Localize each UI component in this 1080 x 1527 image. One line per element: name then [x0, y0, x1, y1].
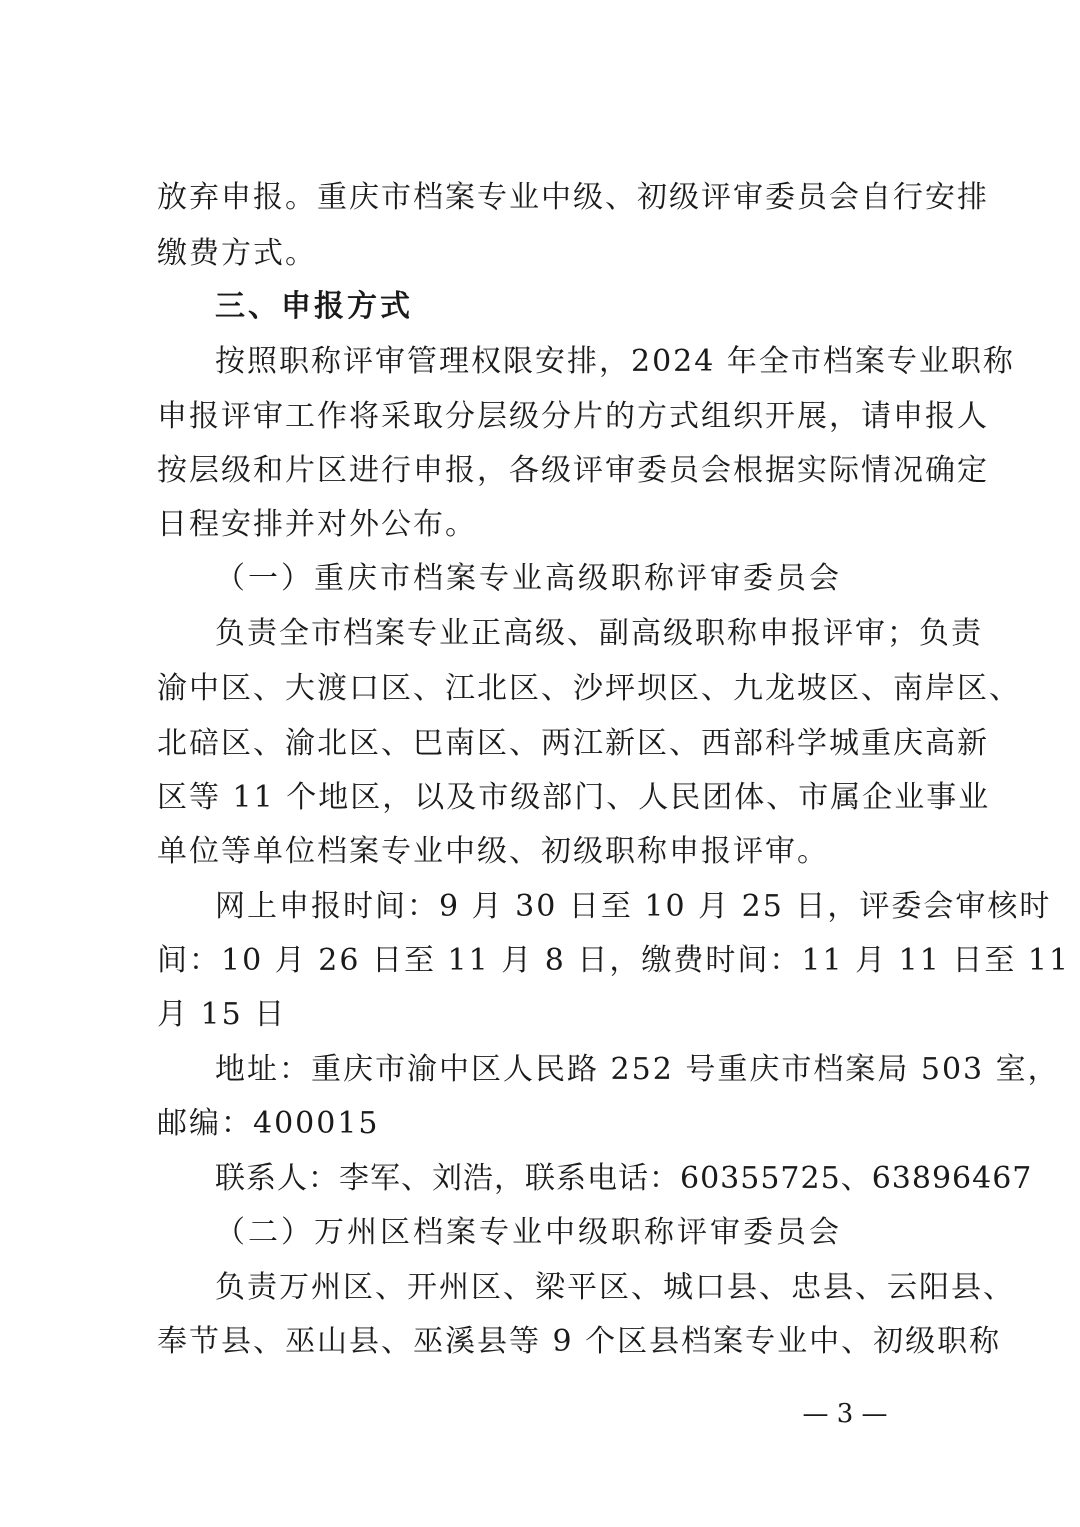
body-line: 负责万州区、开州区、梁平区、城口县、忠县、云阳县、 [215, 1270, 1015, 1305]
body-line: 北碚区、渝北区、巴南区、两江新区、西部科学城重庆高新 [157, 726, 989, 761]
body-line: 区等 11 个地区，以及市级部门、人民团体、市属企业事业 [157, 780, 991, 815]
body-line: 按层级和片区进行申报，各级评审委员会根据实际情况确定 [157, 453, 989, 488]
body-line: 放弃申报。重庆市档案专业中级、初级评审委员会自行安排 [157, 180, 989, 215]
body-line: 日程安排并对外公布。 [157, 507, 477, 542]
body-line: 按照职称评审管理权限安排，2024 年全市档案专业职称 [215, 344, 1015, 379]
body-line: 单位等单位档案专业中级、初级职称申报评审。 [157, 834, 829, 869]
subsection-heading: （一）重庆市档案专业高级职称评审委员会 [215, 561, 842, 596]
body-line: 奉节县、巫山县、巫溪县等 9 个区县档案专业中、初级职称 [157, 1324, 1002, 1359]
body-line: 网上申报时间：9 月 30 日至 10 月 25 日，评委会审核时 [215, 889, 1052, 924]
body-line: 申报评审工作将采取分层级分片的方式组织开展，请申报人 [157, 399, 989, 434]
body-line: 渝中区、大渡口区、江北区、沙坪坝区、九龙坡区、南岸区、 [157, 671, 1021, 706]
body-line: 地址：重庆市渝中区人民路 252 号重庆市档案局 503 室， [215, 1052, 1060, 1087]
body-line: 负责全市档案专业正高级、副高级职称申报评审；负责 [215, 616, 983, 651]
body-line: 邮编：400015 [157, 1106, 380, 1141]
body-line: 缴费方式。 [157, 236, 317, 271]
section-heading: 三、申报方式 [215, 289, 413, 324]
body-line: 间：10 月 26 日至 11 月 8 日，缴费时间：11 月 11 日至 11 [157, 943, 1071, 978]
body-line: 联系人：李军、刘浩，联系电话：60355725、63896467 [215, 1161, 1033, 1196]
subsection-heading: （二）万州区档案专业中级职称评审委员会 [215, 1215, 842, 1250]
page-number: — 3 — [802, 1399, 888, 1429]
body-line: 月 15 日 [157, 997, 287, 1032]
